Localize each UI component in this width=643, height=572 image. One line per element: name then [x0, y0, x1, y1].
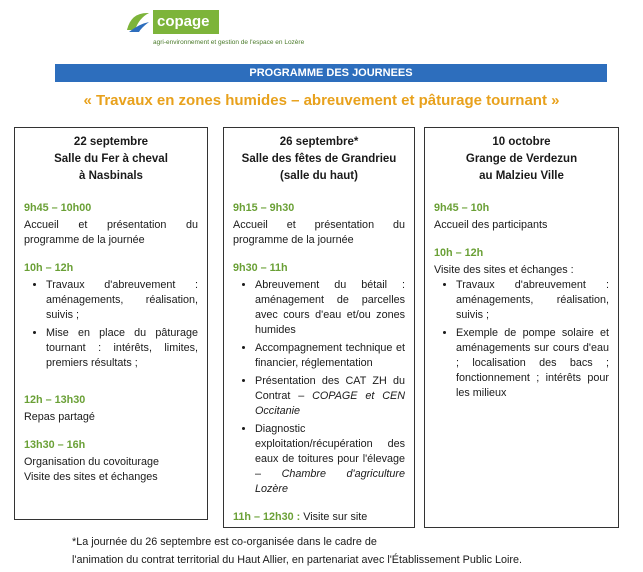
day-place-town: à Nasbinals [79, 170, 143, 182]
activity-list [24, 278, 198, 371]
list-item [255, 374, 405, 419]
time-slot: 12h – 13h30 [24, 394, 86, 406]
day-date: 22 septembre [73, 136, 149, 148]
day-place-detail: (salle du haut) [280, 170, 358, 182]
slot-text: Accueil et présentation du programme de la journée [233, 219, 405, 246]
slot-text: Accueil et présentation du programme de la journée [24, 219, 198, 246]
list-item-text: Diagnostic exploitation/récupération des eaux de toitures pour l'élevage – [255, 423, 405, 480]
logo-name: copage [153, 10, 219, 34]
day-place: Salle des fêtes de Grandrieu [241, 153, 397, 165]
list-item [255, 422, 405, 497]
slot-text: Visite des sites et échanges [24, 471, 158, 483]
day-header [24, 134, 198, 185]
time-slot: 9h45 – 10h [434, 202, 490, 214]
list-item: • Exemple de pompe solaire et aménagements sur cours d'eau ; localisation des bacs ; fonctionnement ; intérêts pour les milieux [456, 326, 609, 401]
time-slot: 10h – 12h [434, 247, 484, 259]
event-subtitle: « Travaux en zones humides – abreuvement et pâturage tournant » [83, 92, 560, 109]
list-item: • Travaux d'abreuvement : aménagements, réalisation, suivis ; [46, 278, 198, 323]
slot-text: Repas partagé [24, 411, 95, 423]
day-header [434, 134, 609, 185]
slot-text: Visite sur site [303, 511, 368, 523]
list-item-italic: Chambre d'agriculture Lozère [255, 468, 405, 495]
day-column-2 [223, 127, 415, 528]
time-slot: 9h15 – 9h30 [233, 202, 295, 214]
day-place-town: au Malzieu Ville [479, 170, 564, 182]
time-slot: 10h – 12h [24, 262, 74, 274]
slot-text: Accueil des participants [434, 219, 548, 231]
list-item: • Abreuvement du bétail : aménagement de parcelles avec cours d'eau et/ou zones humides [255, 278, 405, 338]
day-column-3 [424, 127, 619, 528]
day-place: Grange de Verdezun [465, 153, 578, 165]
day-header [233, 134, 405, 185]
list-item: • Mise en place du pâturage tournant : intérêts, limites, premiers résultats ; [46, 326, 198, 371]
list-item-italic: COPAGE et CEN Occitanie [255, 390, 405, 417]
time-slot: 9h45 – 10h00 [24, 202, 92, 214]
slot-text: Visite des sites et échanges : [434, 264, 574, 276]
logo-tagline: agri-environnement et gestion de l'espace en Lozère [153, 39, 305, 46]
day-place: Salle du Fer à cheval [54, 153, 168, 165]
footnote-line-2: l'animation du contrat territorial du Haut Allier, en partenariat avec l'Établissement Public Loire. [72, 554, 523, 566]
copage-logo-mark-icon [125, 10, 151, 34]
time-slot: 9h30 – 11h [233, 262, 288, 274]
slot-text: Organisation du covoiturage [24, 456, 160, 468]
activity-list [434, 278, 609, 401]
programme-banner: PROGRAMME DES JOURNEES [55, 64, 607, 82]
day-column-1 [14, 127, 208, 520]
time-slot: 11h – 12h30 : [233, 511, 301, 523]
day-date: 10 octobre [492, 136, 551, 148]
list-item: • Accompagnement technique et financier, réglementation [255, 341, 405, 371]
day-date: 26 septembre* [279, 136, 359, 148]
activity-list [233, 278, 405, 497]
list-item: • Travaux d'abreuvement : aménagements, réalisation, suivis ; [456, 278, 609, 323]
time-slot: 13h30 – 16h [24, 439, 86, 451]
list-item-text: Présentation des CAT ZH du Contrat – [255, 375, 405, 402]
footnote-line-1: *La journée du 26 septembre est co-organisée dans le cadre de [72, 536, 377, 548]
